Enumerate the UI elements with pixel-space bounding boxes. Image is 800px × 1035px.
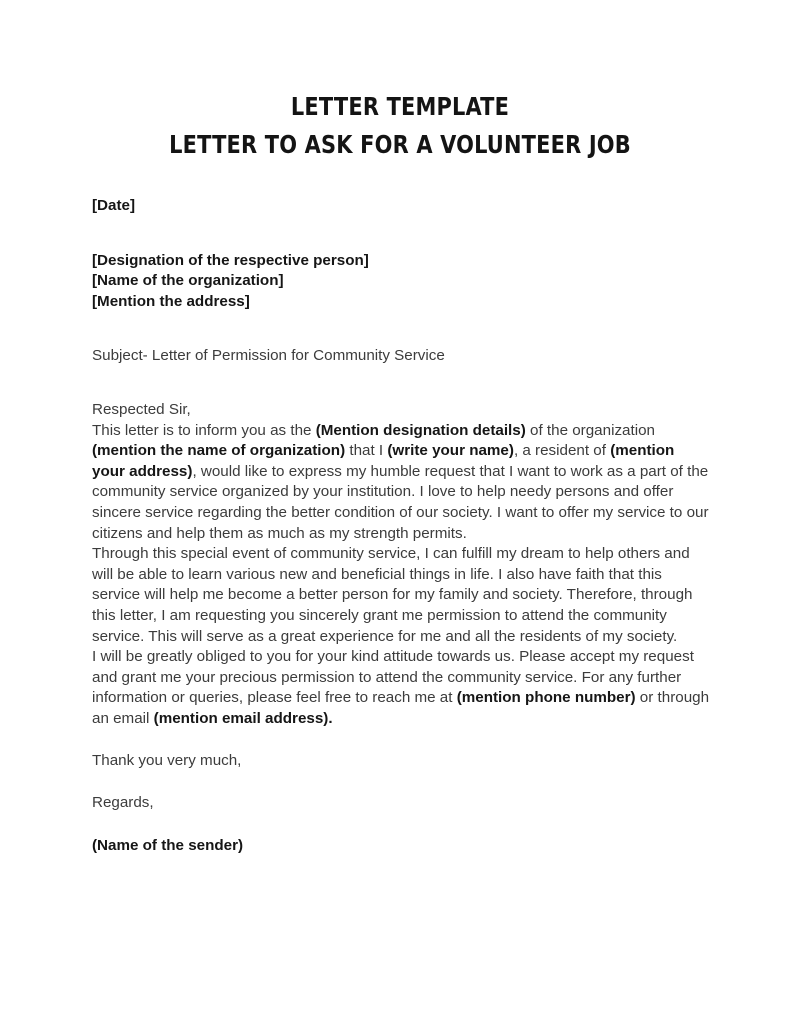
para3-seg3: or through an email: [92, 689, 710, 727]
para1-address-placeholder: (mention your address): [92, 442, 675, 480]
para3-email-placeholder: (mention email address).: [153, 709, 333, 727]
recipient-organization: [Name of the organization]: [92, 272, 284, 290]
para1-designation-placeholder: (Mention designation details): [315, 421, 526, 439]
sender-name-placeholder: (Name of the sender): [92, 836, 244, 854]
body-paragraph-1: [92, 421, 710, 545]
document-title-block: [0, 92, 800, 160]
para1-seg5: that I: [345, 442, 388, 460]
date-placeholder: [Date]: [92, 197, 136, 214]
para1-name-placeholder: (write your name): [387, 442, 514, 460]
para3-phone-placeholder: (mention phone number): [456, 689, 636, 707]
para1-seg1: This letter is to inform you as the: [92, 421, 316, 439]
para1-seg3: of the organization: [525, 421, 655, 439]
body-paragraph-3: [92, 647, 710, 729]
recipient-address-block: [92, 251, 710, 313]
title-line-primary: LETTER TEMPLATE: [290, 92, 510, 121]
para1-seg7: , a resident of: [513, 442, 611, 460]
para3-seg1: I will be greatly obliged to you for your kind attitude towards us. Please accept my request and grant me your precious permission to attend the community service. For any further information or queries, please feel free to reach me at: [92, 648, 694, 707]
closing-thanks: Thank you very much,: [92, 752, 242, 770]
recipient-address: [Mention the address]: [92, 292, 250, 310]
subject-line: Subject- Letter of Permission for Community Service: [92, 347, 445, 365]
para1-organization-placeholder: (mention the name of organization): [92, 442, 346, 460]
closing-regards: Regards,: [92, 794, 154, 812]
recipient-designation: [Designation of the respective person]: [92, 251, 369, 269]
body-paragraph-2: Through this special event of community service, I can fulfill my dream to help others and will be able to learn various new and beneficial things in life. I also have faith that this service will help me become a better person for my family and society. Therefore, through this letter, I am requesting you sincerely grant me permission to attend the community service. This will serve as a great experience for me and all the residents of my society.: [92, 545, 693, 645]
letter-body: [92, 196, 710, 856]
title-line-secondary: LETTER TO ASK FOR A VOLUNTEER JOB: [169, 130, 631, 159]
para1-seg9: , would like to express my humble request that I want to work as a part of the community service organized by your institution. I love to help needy persons and offer sincere service regarding the better condition of our society. I want to offer my service to our citizens and help them as much as my strength permits.: [92, 462, 709, 542]
salutation: Respected Sir,: [92, 400, 191, 418]
